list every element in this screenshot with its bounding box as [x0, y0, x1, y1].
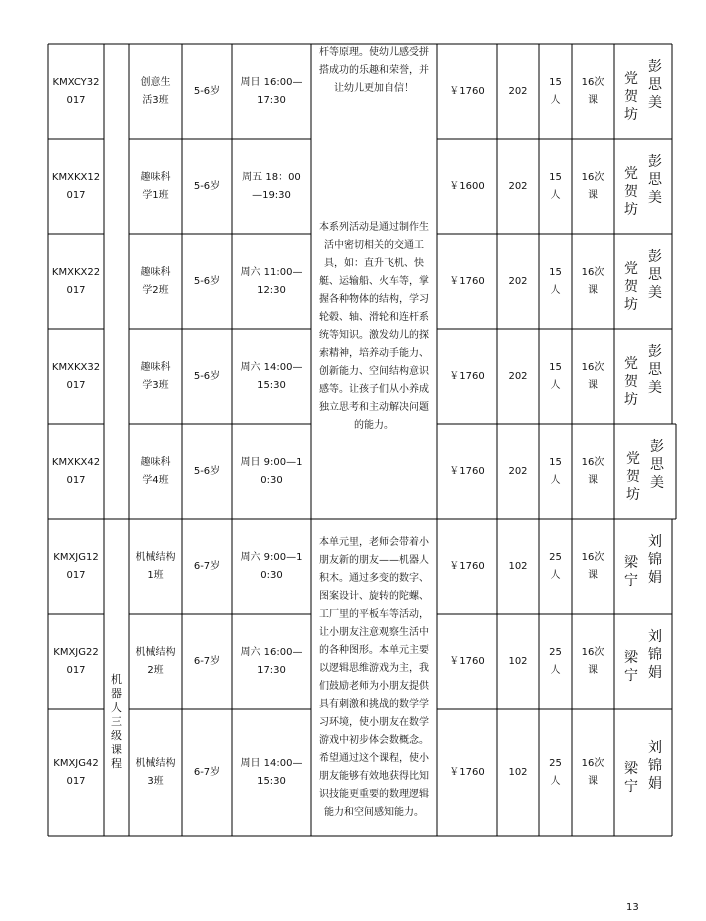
teacher-name: 党贺坊: [626, 450, 640, 503]
course-name: 趣味科学2班: [140, 266, 171, 296]
class-size: 15人: [549, 266, 562, 296]
age-range: 5-6岁: [193, 465, 221, 477]
class-size: 25人: [549, 551, 562, 581]
age-range: 5-6岁: [193, 370, 221, 382]
class-time: 周日 14:00—15:30: [240, 757, 303, 787]
teacher-name: 梁宁: [624, 649, 638, 684]
teacher-name: 梁宁: [624, 760, 638, 795]
teacher-name: 彭思美: [648, 153, 662, 206]
teachers: [614, 424, 676, 519]
class-time: 周五 18：00—19:30: [242, 171, 301, 201]
class-size: 15人: [549, 456, 562, 486]
course-code: KMXCY32017: [52, 76, 100, 106]
room-number: 202: [508, 465, 528, 477]
session-count: 16次课: [581, 646, 605, 676]
teachers: [614, 234, 672, 329]
course-group-label: 机器人三级课程: [111, 673, 122, 770]
class-size: 15人: [549, 171, 562, 201]
room-number: 202: [508, 180, 528, 192]
session-count: 16次课: [581, 361, 605, 391]
age-range: 5-6岁: [193, 180, 221, 192]
class-time: 周日 9:00—10:30: [240, 456, 303, 486]
room-number: 102: [508, 560, 528, 572]
course-name: 趣味科学4班: [140, 456, 171, 486]
teacher-name: 党贺坊: [624, 355, 638, 408]
course-name: 趣味科学3班: [140, 361, 171, 391]
teacher-name: 刘锦娟: [648, 628, 662, 681]
course-code: KMXKX22017: [51, 266, 101, 296]
class-time: 周六 9:00—10:30: [240, 551, 303, 581]
age-range: 6-7岁: [193, 655, 221, 667]
teachers: [614, 329, 672, 424]
course-description: 本单元里，老师会带着小朋友新的朋友——机器人积木。通过多变的数字、图案设计、旋转的陀螺、工厂里的平板车等活动，让小朋友注意观察生活中的各种图形。本单元主要以逻辑思维游戏为主，我们鼓励老师为小朋友提供具有刺激和挑战的数学学习环境，使小朋友在数学游戏中初步体会数概念。希望通过这个课程，使小朋友能够有效地获得比知识技能更重要的数理逻辑能力和空间感知能力。: [319, 536, 429, 818]
teachers: [614, 519, 672, 614]
page-number: 13: [626, 902, 639, 913]
class-size: 25人: [549, 757, 562, 787]
session-count: 16次课: [581, 551, 605, 581]
course-name: 机械结构2班: [135, 646, 176, 676]
class-time: 周六 14:00—15:30: [240, 361, 303, 391]
class-size: 15人: [549, 361, 562, 391]
teacher-name: 党贺坊: [624, 165, 638, 218]
teacher-name: 党贺坊: [624, 260, 638, 313]
course-code: KMXJG12017: [53, 551, 99, 581]
course-price: ￥1760: [449, 85, 485, 97]
teacher-name: 刘锦娟: [648, 739, 662, 792]
course-name: 创意生活3班: [140, 76, 171, 106]
teacher-name: 彭思美: [650, 438, 664, 491]
teacher-name: 彭思美: [648, 343, 662, 396]
age-range: 5-6岁: [193, 85, 221, 97]
course-code: KMXKX12017: [51, 171, 101, 201]
class-time: 周六 11:00—12:30: [240, 266, 303, 296]
teacher-name: 梁宁: [624, 554, 638, 589]
teachers: [614, 709, 672, 836]
room-number: 202: [508, 370, 528, 382]
course-code: KMXJG22017: [53, 646, 99, 676]
teacher-name: 彭思美: [648, 248, 662, 301]
session-count: 16次课: [581, 171, 605, 201]
course-name: 机械结构1班: [135, 551, 176, 581]
class-size: 15人: [549, 76, 562, 106]
class-time: 周日 16:00—17:30: [240, 76, 303, 106]
session-count: 16次课: [581, 456, 605, 486]
course-code: KMXJG42017: [53, 757, 99, 787]
course-name: 机械结构3班: [135, 757, 176, 787]
age-range: 5-6岁: [193, 275, 221, 287]
course-description: 本系列活动是通过制作生活中密切相关的交通工具，如：直升飞机、快艇、运输船、火车等，掌握各种物体的结构，学习轮毂、轴、滑轮和连杆系统等知识。激发幼儿的探索精神，培养动手能力、创新能力、空间结构意识感等。让孩子们从小养成独立思考和主动解决问题的能力。: [319, 222, 429, 431]
session-count: 16次课: [581, 266, 605, 296]
class-size: 25人: [549, 646, 562, 676]
room-number: 202: [508, 275, 528, 287]
teacher-name: 党贺坊: [624, 70, 638, 123]
course-price: ￥1760: [449, 465, 485, 477]
room-number: 102: [508, 655, 528, 667]
course-price: ￥1760: [449, 655, 485, 667]
course-price: ￥1760: [449, 766, 485, 778]
course-price: ￥1600: [449, 180, 485, 192]
session-count: 16次课: [581, 76, 605, 106]
course-code: KMXKX42017: [51, 456, 101, 486]
teacher-name: 彭思美: [648, 58, 662, 111]
teachers: [614, 614, 672, 709]
teachers: [614, 139, 672, 234]
teachers: [614, 44, 672, 139]
course-name: 趣味科学1班: [140, 171, 171, 201]
course-description: 杆等原理。使幼儿感受拼搭成功的乐趣和荣誉，并让幼儿更加自信！: [319, 47, 429, 94]
room-number: 202: [508, 85, 528, 97]
class-time: 周六 16:00—17:30: [240, 646, 303, 676]
age-range: 6-7岁: [193, 560, 221, 572]
course-code: KMXKX32017: [51, 361, 101, 391]
course-price: ￥1760: [449, 275, 485, 287]
session-count: 16次课: [581, 757, 605, 787]
room-number: 102: [508, 766, 528, 778]
course-price: ￥1760: [449, 560, 485, 572]
course-price: ￥1760: [449, 370, 485, 382]
age-range: 6-7岁: [193, 766, 221, 778]
teacher-name: 刘锦娟: [648, 533, 662, 586]
